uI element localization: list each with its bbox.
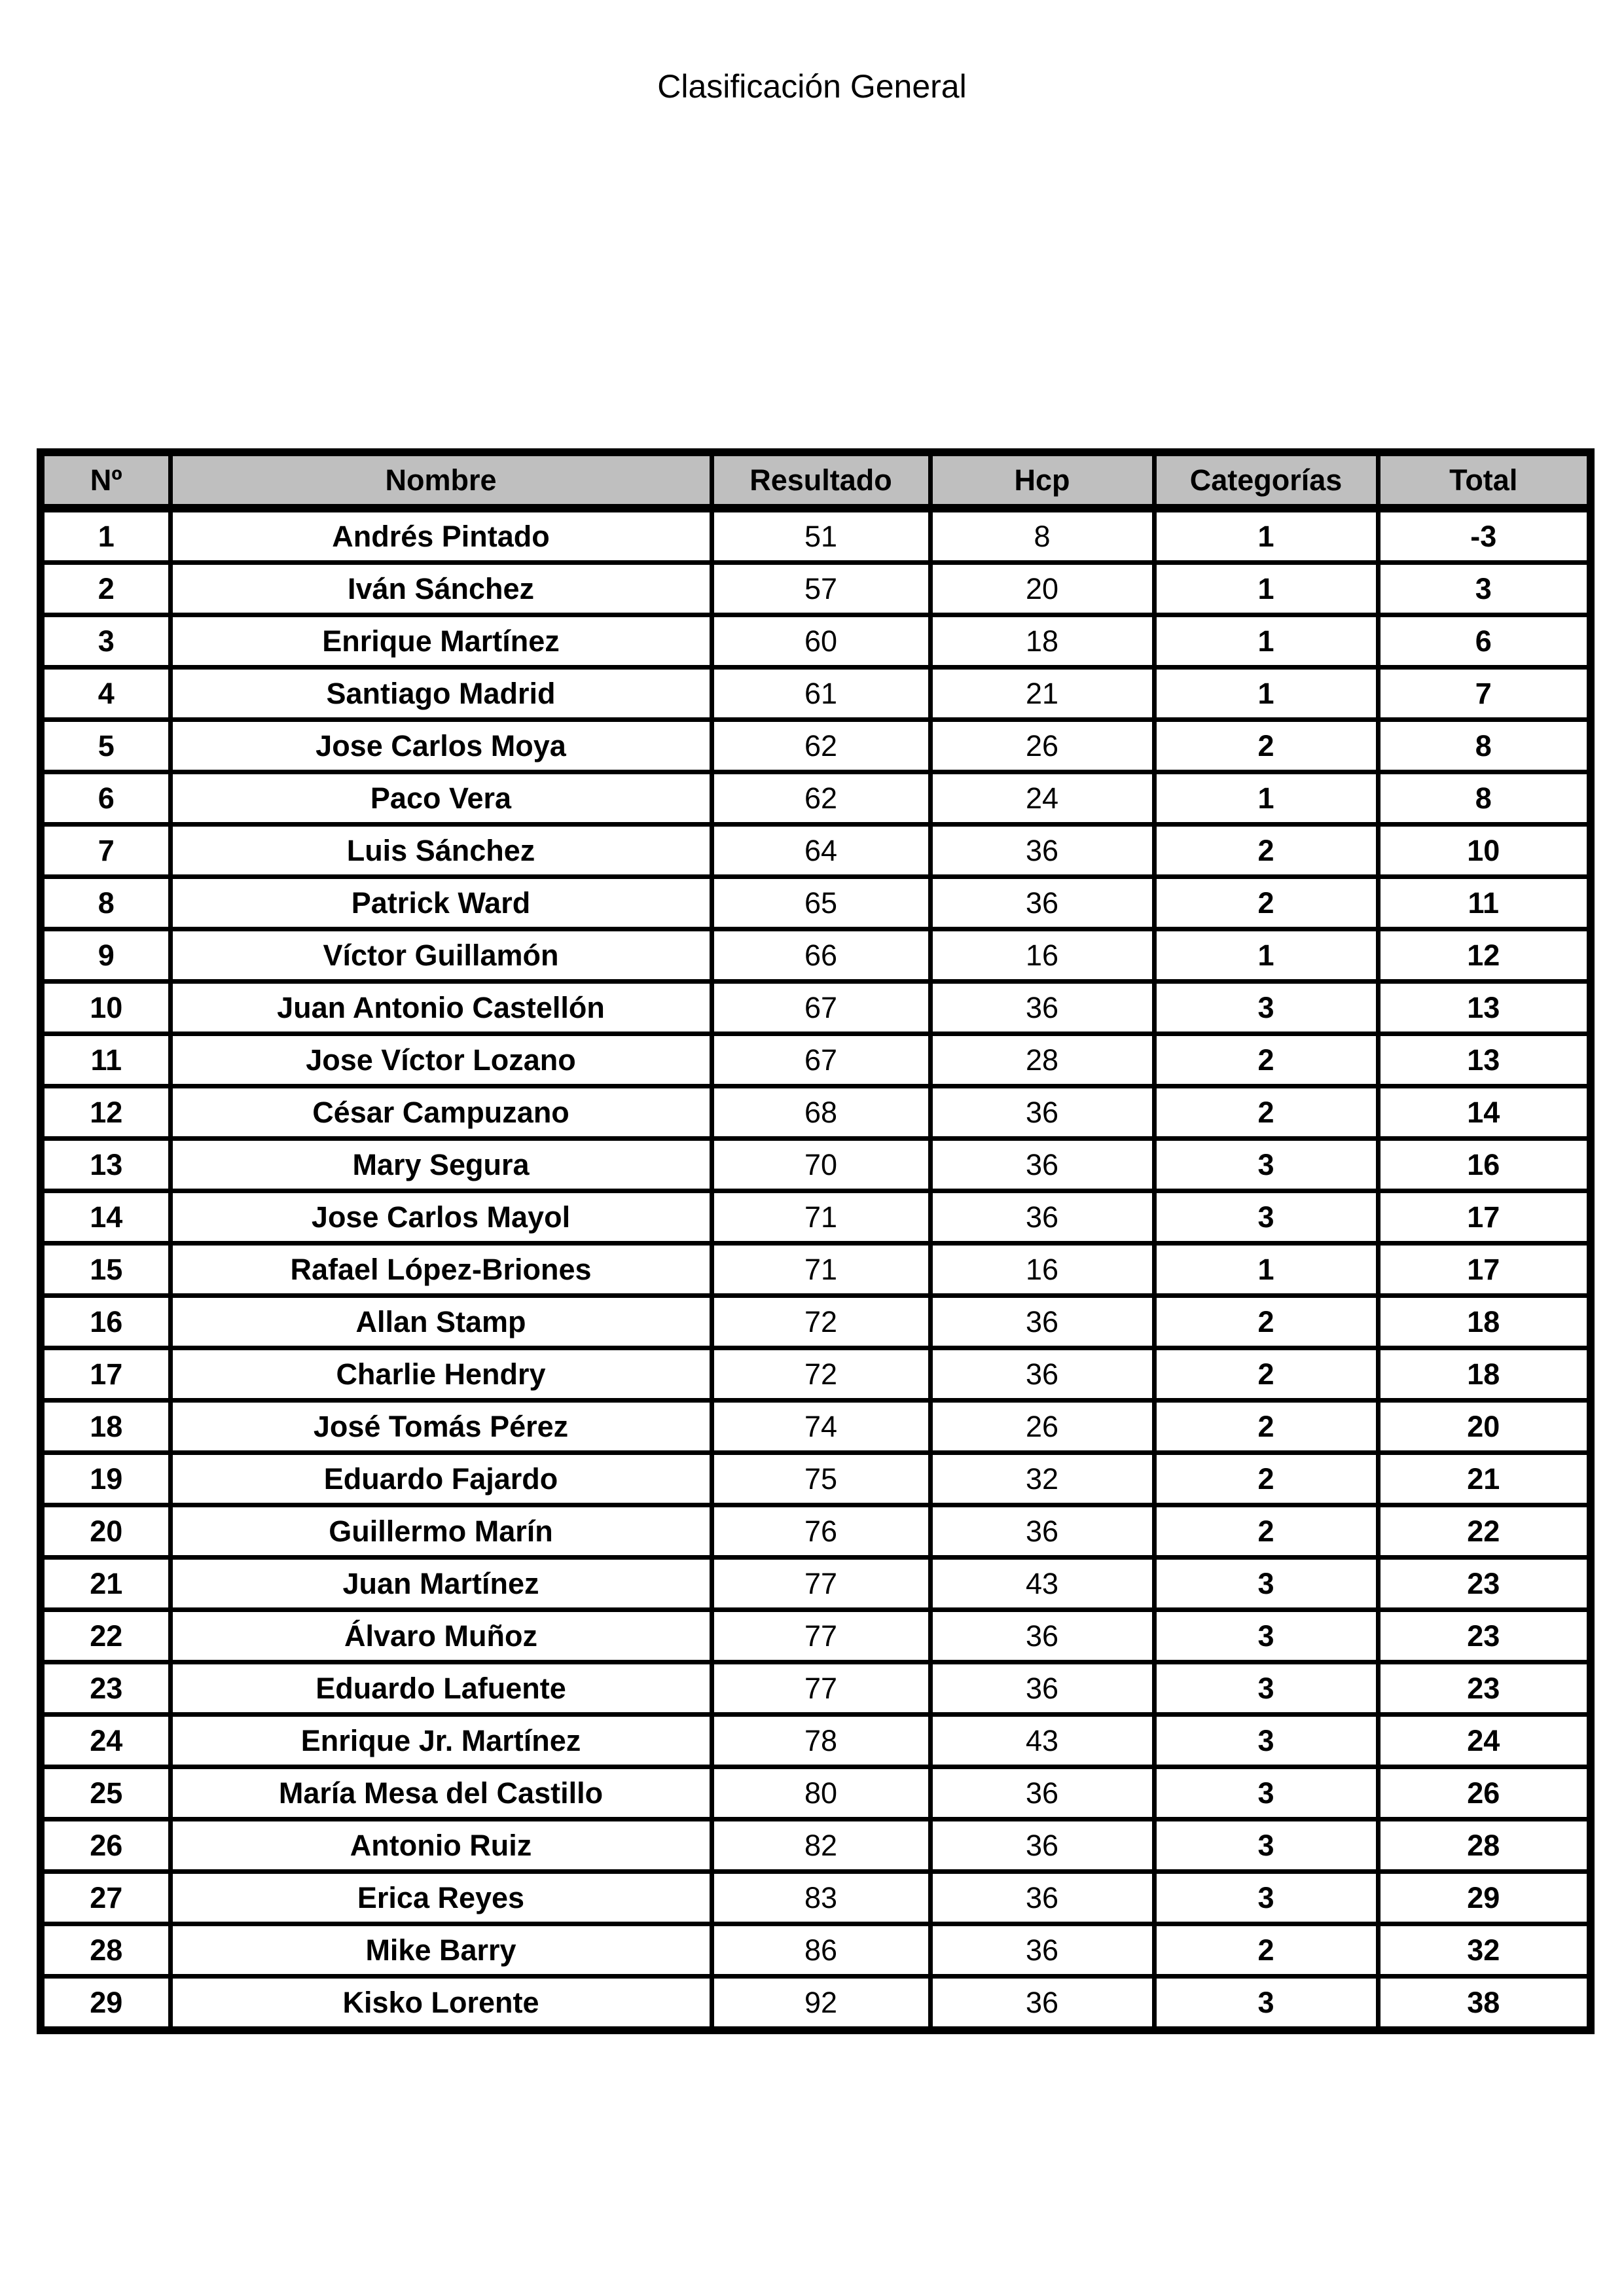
cell-resultado: 68: [712, 1086, 930, 1139]
cell-categorias: 3: [1154, 1610, 1378, 1662]
cell-categorias: 1: [1154, 563, 1378, 615]
cell-hcp: 26: [930, 1401, 1154, 1453]
cell-categorias: 1: [1154, 509, 1378, 563]
cell-numero: 28: [41, 1924, 170, 1977]
cell-categorias: 3: [1154, 1715, 1378, 1767]
cell-categorias: 2: [1154, 1924, 1378, 1977]
cell-resultado: 92: [712, 1977, 930, 2031]
cell-nombre: Jose Víctor Lozano: [170, 1034, 712, 1086]
cell-categorias: 1: [1154, 668, 1378, 720]
cell-numero: 10: [41, 982, 170, 1034]
cell-total: 8: [1378, 772, 1591, 825]
table-row: [41, 1034, 1591, 1086]
cell-nombre: Charlie Hendry: [170, 1348, 712, 1401]
cell-hcp: 8: [930, 509, 1154, 563]
cell-categorias: 3: [1154, 1977, 1378, 2031]
cell-hcp: 36: [930, 1872, 1154, 1924]
table-row: [41, 1244, 1591, 1296]
table-row: [41, 929, 1591, 982]
cell-nombre: Erica Reyes: [170, 1872, 712, 1924]
cell-hcp: 36: [930, 1505, 1154, 1558]
cell-total: -3: [1378, 509, 1591, 563]
cell-total: 7: [1378, 668, 1591, 720]
cell-resultado: 67: [712, 982, 930, 1034]
cell-categorias: 3: [1154, 1139, 1378, 1191]
cell-total: 3: [1378, 563, 1591, 615]
cell-categorias: 1: [1154, 929, 1378, 982]
table-row: [41, 1767, 1591, 1820]
cell-numero: 14: [41, 1191, 170, 1244]
page-title: Clasificación General: [657, 68, 967, 105]
column-header-numero: Nº: [41, 452, 170, 509]
cell-total: 14: [1378, 1086, 1591, 1139]
cell-nombre: Allan Stamp: [170, 1296, 712, 1348]
cell-categorias: 1: [1154, 615, 1378, 668]
cell-numero: 26: [41, 1820, 170, 1872]
cell-total: 13: [1378, 982, 1591, 1034]
cell-numero: 16: [41, 1296, 170, 1348]
cell-numero: 8: [41, 877, 170, 929]
column-header-total: Total: [1378, 452, 1591, 509]
table-row: [41, 877, 1591, 929]
cell-nombre: María Mesa del Castillo: [170, 1767, 712, 1820]
cell-numero: 15: [41, 1244, 170, 1296]
cell-total: 28: [1378, 1820, 1591, 1872]
cell-total: 12: [1378, 929, 1591, 982]
cell-resultado: 70: [712, 1139, 930, 1191]
cell-resultado: 66: [712, 929, 930, 982]
cell-numero: 27: [41, 1872, 170, 1924]
cell-hcp: 36: [930, 1820, 1154, 1872]
cell-categorias: 3: [1154, 1872, 1378, 1924]
table-row: [41, 1872, 1591, 1924]
cell-total: 16: [1378, 1139, 1591, 1191]
table-row: [41, 1139, 1591, 1191]
cell-nombre: Jose Carlos Moya: [170, 720, 712, 772]
cell-total: 21: [1378, 1453, 1591, 1505]
cell-numero: 3: [41, 615, 170, 668]
cell-resultado: 62: [712, 720, 930, 772]
cell-total: 24: [1378, 1715, 1591, 1767]
cell-hcp: 36: [930, 1977, 1154, 2031]
cell-numero: 5: [41, 720, 170, 772]
cell-numero: 6: [41, 772, 170, 825]
classification-table: [37, 448, 1595, 2034]
table-row: [41, 668, 1591, 720]
cell-hcp: 18: [930, 615, 1154, 668]
table-row: [41, 1191, 1591, 1244]
cell-resultado: 82: [712, 1820, 930, 1872]
cell-numero: 24: [41, 1715, 170, 1767]
column-header-resultado: Resultado: [712, 452, 930, 509]
cell-hcp: 36: [930, 1086, 1154, 1139]
cell-numero: 21: [41, 1558, 170, 1610]
cell-nombre: José Tomás Pérez: [170, 1401, 712, 1453]
cell-total: 8: [1378, 720, 1591, 772]
cell-nombre: Jose Carlos Mayol: [170, 1191, 712, 1244]
cell-numero: 13: [41, 1139, 170, 1191]
cell-categorias: 2: [1154, 1401, 1378, 1453]
cell-numero: 1: [41, 509, 170, 563]
cell-numero: 19: [41, 1453, 170, 1505]
cell-categorias: 3: [1154, 1558, 1378, 1610]
cell-total: 26: [1378, 1767, 1591, 1820]
cell-categorias: 2: [1154, 1348, 1378, 1401]
cell-categorias: 2: [1154, 720, 1378, 772]
cell-hcp: 26: [930, 720, 1154, 772]
cell-total: 23: [1378, 1610, 1591, 1662]
cell-numero: 25: [41, 1767, 170, 1820]
cell-resultado: 86: [712, 1924, 930, 1977]
header-row: [41, 452, 1591, 509]
cell-categorias: 2: [1154, 1296, 1378, 1348]
table-row: [41, 1348, 1591, 1401]
cell-total: 32: [1378, 1924, 1591, 1977]
cell-nombre: Eduardo Lafuente: [170, 1662, 712, 1715]
cell-resultado: 51: [712, 509, 930, 563]
cell-resultado: 72: [712, 1296, 930, 1348]
cell-numero: 18: [41, 1401, 170, 1453]
cell-hcp: 36: [930, 1610, 1154, 1662]
cell-numero: 23: [41, 1662, 170, 1715]
cell-resultado: 61: [712, 668, 930, 720]
cell-total: 29: [1378, 1872, 1591, 1924]
cell-categorias: 2: [1154, 877, 1378, 929]
cell-hcp: 36: [930, 825, 1154, 877]
cell-numero: 20: [41, 1505, 170, 1558]
table-row: [41, 615, 1591, 668]
cell-categorias: 3: [1154, 1191, 1378, 1244]
table-row: [41, 825, 1591, 877]
column-header-categorias: Categorías: [1154, 452, 1378, 509]
cell-categorias: 2: [1154, 1086, 1378, 1139]
cell-numero: 17: [41, 1348, 170, 1401]
cell-hcp: 36: [930, 1296, 1154, 1348]
table-row: [41, 1820, 1591, 1872]
table-row: [41, 1086, 1591, 1139]
cell-nombre: Mike Barry: [170, 1924, 712, 1977]
cell-categorias: 3: [1154, 1767, 1378, 1820]
cell-numero: 11: [41, 1034, 170, 1086]
table-row: [41, 1977, 1591, 2031]
cell-numero: 4: [41, 668, 170, 720]
cell-nombre: Víctor Guillamón: [170, 929, 712, 982]
cell-nombre: Paco Vera: [170, 772, 712, 825]
cell-total: 38: [1378, 1977, 1591, 2031]
table-row: [41, 1401, 1591, 1453]
table-row: [41, 1715, 1591, 1767]
cell-nombre: Rafael López-Briones: [170, 1244, 712, 1296]
table-row: [41, 1924, 1591, 1977]
cell-numero: 2: [41, 563, 170, 615]
cell-categorias: 2: [1154, 1453, 1378, 1505]
cell-nombre: Luis Sánchez: [170, 825, 712, 877]
table-row: [41, 563, 1591, 615]
cell-nombre: Kisko Lorente: [170, 1977, 712, 2031]
cell-resultado: 78: [712, 1715, 930, 1767]
cell-resultado: 62: [712, 772, 930, 825]
cell-hcp: 32: [930, 1453, 1154, 1505]
cell-resultado: 80: [712, 1767, 930, 1820]
cell-nombre: Patrick Ward: [170, 877, 712, 929]
cell-categorias: 2: [1154, 1505, 1378, 1558]
cell-total: 18: [1378, 1296, 1591, 1348]
cell-nombre: César Campuzano: [170, 1086, 712, 1139]
cell-hcp: 36: [930, 982, 1154, 1034]
cell-resultado: 77: [712, 1558, 930, 1610]
cell-hcp: 21: [930, 668, 1154, 720]
cell-numero: 9: [41, 929, 170, 982]
cell-categorias: 2: [1154, 825, 1378, 877]
cell-resultado: 83: [712, 1872, 930, 1924]
cell-nombre: Antonio Ruiz: [170, 1820, 712, 1872]
table-row: [41, 1610, 1591, 1662]
cell-total: 17: [1378, 1244, 1591, 1296]
cell-categorias: 3: [1154, 982, 1378, 1034]
cell-hcp: 43: [930, 1558, 1154, 1610]
cell-hcp: 24: [930, 772, 1154, 825]
cell-resultado: 74: [712, 1401, 930, 1453]
cell-total: 23: [1378, 1558, 1591, 1610]
cell-resultado: 64: [712, 825, 930, 877]
table-row: [41, 1296, 1591, 1348]
column-header-nombre: Nombre: [170, 452, 712, 509]
cell-categorias: 3: [1154, 1820, 1378, 1872]
cell-hcp: 36: [930, 1139, 1154, 1191]
cell-resultado: 71: [712, 1191, 930, 1244]
cell-resultado: 60: [712, 615, 930, 668]
table-row: [41, 982, 1591, 1034]
cell-hcp: 36: [930, 1924, 1154, 1977]
cell-total: 20: [1378, 1401, 1591, 1453]
cell-numero: 29: [41, 1977, 170, 2031]
table-body: [41, 509, 1591, 2031]
cell-total: 6: [1378, 615, 1591, 668]
cell-resultado: 72: [712, 1348, 930, 1401]
cell-total: 11: [1378, 877, 1591, 929]
cell-resultado: 76: [712, 1505, 930, 1558]
cell-nombre: Andrés Pintado: [170, 509, 712, 563]
cell-total: 17: [1378, 1191, 1591, 1244]
cell-resultado: 75: [712, 1453, 930, 1505]
cell-nombre: Iván Sánchez: [170, 563, 712, 615]
cell-nombre: Enrique Jr. Martínez: [170, 1715, 712, 1767]
cell-total: 23: [1378, 1662, 1591, 1715]
cell-resultado: 57: [712, 563, 930, 615]
cell-hcp: 36: [930, 1191, 1154, 1244]
cell-total: 13: [1378, 1034, 1591, 1086]
cell-hcp: 36: [930, 1348, 1154, 1401]
table-row: [41, 1662, 1591, 1715]
cell-hcp: 16: [930, 929, 1154, 982]
cell-categorias: 3: [1154, 1662, 1378, 1715]
cell-nombre: Juan Martínez: [170, 1558, 712, 1610]
cell-resultado: 77: [712, 1610, 930, 1662]
cell-nombre: Enrique Martínez: [170, 615, 712, 668]
cell-hcp: 43: [930, 1715, 1154, 1767]
cell-nombre: Guillermo Marín: [170, 1505, 712, 1558]
cell-categorias: 1: [1154, 772, 1378, 825]
cell-total: 22: [1378, 1505, 1591, 1558]
cell-hcp: 16: [930, 1244, 1154, 1296]
table-header: [41, 452, 1591, 509]
cell-nombre: Álvaro Muñoz: [170, 1610, 712, 1662]
cell-resultado: 77: [712, 1662, 930, 1715]
cell-nombre: Mary Segura: [170, 1139, 712, 1191]
cell-hcp: 20: [930, 563, 1154, 615]
cell-categorias: 1: [1154, 1244, 1378, 1296]
cell-total: 18: [1378, 1348, 1591, 1401]
cell-numero: 12: [41, 1086, 170, 1139]
table-row: [41, 772, 1591, 825]
cell-numero: 22: [41, 1610, 170, 1662]
cell-nombre: Santiago Madrid: [170, 668, 712, 720]
cell-nombre: Eduardo Fajardo: [170, 1453, 712, 1505]
cell-hcp: 36: [930, 1662, 1154, 1715]
cell-numero: 7: [41, 825, 170, 877]
cell-total: 10: [1378, 825, 1591, 877]
cell-resultado: 67: [712, 1034, 930, 1086]
cell-resultado: 71: [712, 1244, 930, 1296]
cell-hcp: 36: [930, 877, 1154, 929]
table-row: [41, 1453, 1591, 1505]
cell-hcp: 36: [930, 1767, 1154, 1820]
cell-nombre: Juan Antonio Castellón: [170, 982, 712, 1034]
table-row: [41, 509, 1591, 563]
table-row: [41, 1558, 1591, 1610]
table-row: [41, 1505, 1591, 1558]
cell-hcp: 28: [930, 1034, 1154, 1086]
table-row: [41, 720, 1591, 772]
cell-categorias: 2: [1154, 1034, 1378, 1086]
column-header-hcp: Hcp: [930, 452, 1154, 509]
cell-resultado: 65: [712, 877, 930, 929]
